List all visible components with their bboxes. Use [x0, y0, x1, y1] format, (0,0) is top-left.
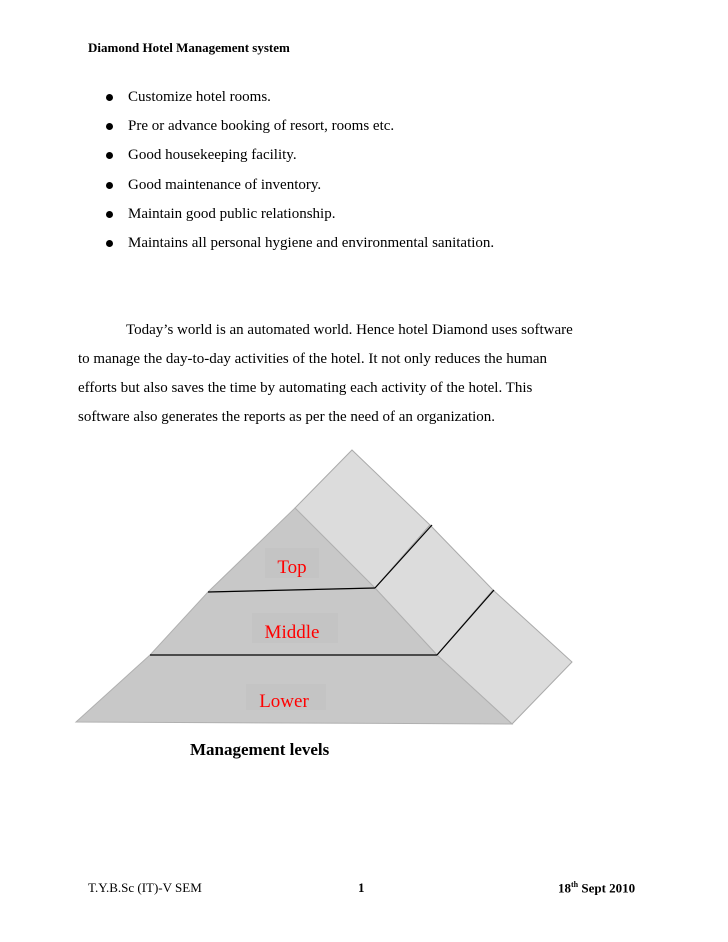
paragraph-line: Today’s world is an automated world. Hence hotel Diamond uses software [126, 322, 573, 338]
bullet-dot-icon [106, 152, 113, 159]
paragraph-line: to manage the day-to-day activities of the hotel. It not only reduces the human [78, 351, 548, 367]
list-item-text: Pre or advance booking of resort, rooms etc. [128, 118, 395, 135]
bullet-dot-icon [106, 123, 113, 130]
list-item-text: Customize hotel rooms. [128, 89, 271, 105]
footer-date-rest: Sept 2010 [578, 880, 636, 896]
bullet-list [0, 88, 728, 263]
level-label-lower: Lower [259, 691, 309, 712]
list-item [0, 205, 728, 234]
page-header-title: Diamond Hotel Management system [88, 40, 290, 55]
list-item [0, 146, 728, 175]
list-item [0, 234, 728, 263]
bullet-dot-icon [106, 240, 113, 247]
list-item-text: Maintains all personal hygiene and environmental sanitation. [128, 234, 495, 251]
level-label-top: Top [277, 557, 307, 578]
list-item [0, 117, 728, 146]
list-item-text: Maintain good public relationship. [128, 205, 336, 222]
footer-date-suffix: th [571, 880, 579, 889]
footer-date [558, 880, 635, 896]
paragraph-line: software also generates the reports as per the need of an organization. [78, 409, 496, 425]
footer-page-number: 1 [358, 880, 365, 895]
bullet-dot-icon [106, 182, 113, 189]
management-pyramid-diagram [0, 440, 728, 740]
paragraph-line: efforts but also saves the time by automating each activity of the hotel. This [78, 380, 533, 396]
list-item [0, 176, 728, 205]
bullet-dot-icon [106, 94, 113, 101]
diagram-caption: Management levels [190, 740, 330, 759]
bullet-dot-icon [106, 211, 113, 218]
footer-course: T.Y.B.Sc (IT)-V SEM [88, 880, 202, 895]
list-item-text: Good maintenance of inventory. [128, 176, 322, 193]
level-label-middle: Middle [264, 622, 320, 643]
body-paragraph [78, 316, 658, 432]
footer-date-day: 18 [558, 880, 571, 896]
list-item-text: Good housekeeping facility. [128, 147, 297, 164]
list-item [0, 88, 728, 117]
